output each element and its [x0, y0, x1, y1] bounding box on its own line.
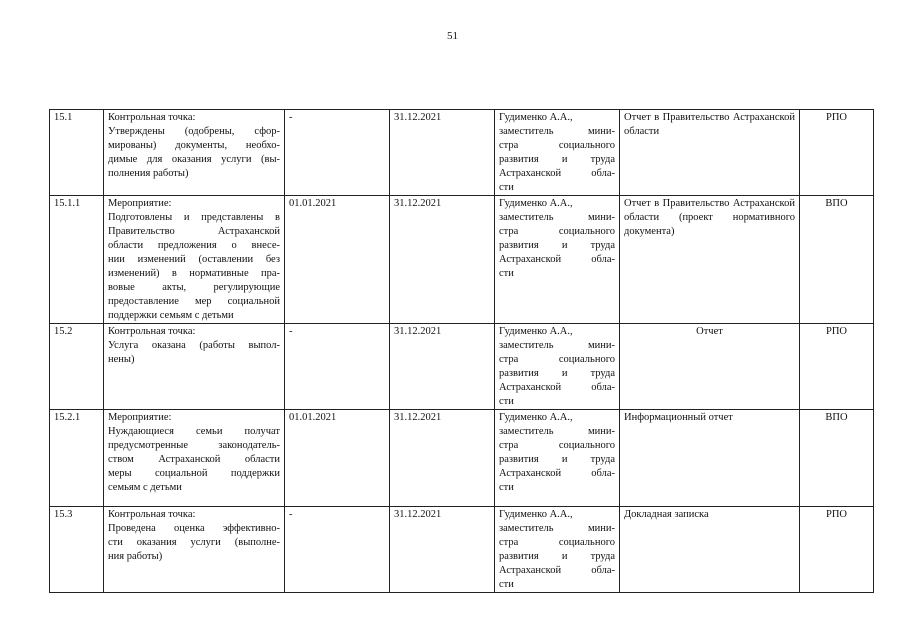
description-line: нены)	[108, 354, 135, 365]
row-start-date: 01.01.2021	[285, 196, 390, 324]
row-code: 15.1	[50, 110, 104, 196]
description-line: предусмотренные законодатель-	[108, 440, 280, 451]
description-line: ством Астраханской области	[108, 454, 280, 465]
responsible-line: развития и труда	[499, 154, 615, 165]
row-title: Контрольная точка:	[108, 112, 196, 123]
responsible-line: развития и труда	[499, 551, 615, 562]
responsible-line: Гудименко А.А.,	[499, 412, 573, 423]
row-description	[104, 110, 285, 196]
row-responsible	[495, 110, 620, 196]
row-level: РПО	[800, 507, 874, 593]
row-description	[104, 410, 285, 507]
responsible-line: заместитель мини-	[499, 340, 615, 351]
table-row	[50, 110, 874, 196]
responsible-line: Астраханской обла-	[499, 168, 615, 179]
description-line: Правительство Астраханской	[108, 226, 280, 237]
responsible-line: Астраханской обла-	[499, 254, 615, 265]
row-level: РПО	[800, 324, 874, 410]
row-result: Докладная записка	[620, 507, 800, 593]
description-line: вовые акты, регулирующие	[108, 282, 280, 293]
responsible-line: сти	[499, 268, 514, 279]
row-code: 15.3	[50, 507, 104, 593]
description-line: мированы) документы, необхо-	[108, 140, 280, 151]
row-start-date: -	[285, 324, 390, 410]
responsible-line: развития и труда	[499, 240, 615, 251]
responsible-line: стра социального	[499, 354, 615, 365]
row-description	[104, 196, 285, 324]
row-title: Контрольная точка:	[108, 509, 196, 520]
row-title: Мероприятие:	[108, 412, 172, 423]
page-number: 51	[447, 30, 458, 42]
row-result: Отчет	[620, 324, 800, 410]
description-line: Подготовлены и представлены в	[108, 212, 280, 223]
row-level: ВПО	[800, 196, 874, 324]
description-line: полнения работы)	[108, 168, 189, 179]
description-line: сти оказания услуги (выполне-	[108, 537, 280, 548]
row-end-date: 31.12.2021	[390, 196, 495, 324]
responsible-line: сти	[499, 396, 514, 407]
description-line: меры социальной поддержки	[108, 468, 280, 479]
table-row	[50, 507, 874, 593]
description-line: димые для оказания услуги (вы-	[108, 154, 280, 165]
description-line: семьям с детьми	[108, 482, 182, 493]
responsible-line: Астраханской обла-	[499, 468, 615, 479]
row-responsible	[495, 196, 620, 324]
responsible-line: развития и труда	[499, 454, 615, 465]
row-code: 15.2.1	[50, 410, 104, 507]
table-row	[50, 196, 874, 324]
description-line: предоставление мер социальной	[108, 296, 280, 307]
row-result: Отчет в Правительство Астраханской области (проект нормативного документа)	[620, 196, 800, 324]
responsible-line: стра социального	[499, 226, 615, 237]
responsible-line: стра социального	[499, 140, 615, 151]
responsible-line: развития и труда	[499, 368, 615, 379]
table-row	[50, 410, 874, 507]
responsible-line: стра социального	[499, 440, 615, 451]
description-line: ния работы)	[108, 551, 163, 562]
responsible-line: сти	[499, 579, 514, 590]
responsible-line: Астраханской обла-	[499, 565, 615, 576]
row-level: ВПО	[800, 410, 874, 507]
description-line: области предложения о внесе-	[108, 240, 280, 251]
description-line: Услуга оказана (работы выпол-	[108, 340, 280, 351]
plan-table	[49, 109, 874, 593]
row-end-date: 31.12.2021	[390, 110, 495, 196]
responsible-line: заместитель мини-	[499, 126, 615, 137]
row-title: Мероприятие:	[108, 198, 172, 209]
description-line: изменений) в нормативные пра-	[108, 268, 280, 279]
responsible-line: Гудименко А.А.,	[499, 509, 573, 520]
description-line: поддержки семьям с детьми	[108, 310, 234, 321]
row-responsible	[495, 324, 620, 410]
responsible-line: заместитель мини-	[499, 523, 615, 534]
responsible-line: Гудименко А.А.,	[499, 112, 573, 123]
row-start-date: -	[285, 507, 390, 593]
description-line: нии изменений (оставлении без	[108, 254, 280, 265]
responsible-line: сти	[499, 482, 514, 493]
row-level: РПО	[800, 110, 874, 196]
responsible-line: Гудименко А.А.,	[499, 198, 573, 209]
responsible-line: заместитель мини-	[499, 212, 615, 223]
responsible-line: сти	[499, 182, 514, 193]
description-line: Проведена оценка эффективно-	[108, 523, 280, 534]
row-code: 15.1.1	[50, 196, 104, 324]
row-start-date: 01.01.2021	[285, 410, 390, 507]
row-responsible	[495, 507, 620, 593]
responsible-line: Астраханской обла-	[499, 382, 615, 393]
responsible-line: Гудименко А.А.,	[499, 326, 573, 337]
row-description	[104, 324, 285, 410]
row-description	[104, 507, 285, 593]
responsible-line: стра социального	[499, 537, 615, 548]
description-line: Нуждающиеся семьи получат	[108, 426, 280, 437]
row-code: 15.2	[50, 324, 104, 410]
table-row	[50, 324, 874, 410]
row-responsible	[495, 410, 620, 507]
row-start-date: -	[285, 110, 390, 196]
row-title: Контрольная точка:	[108, 326, 196, 337]
responsible-line: заместитель мини-	[499, 426, 615, 437]
row-end-date: 31.12.2021	[390, 507, 495, 593]
row-end-date: 31.12.2021	[390, 324, 495, 410]
description-line: Утверждены (одобрены, сфор-	[108, 126, 280, 137]
row-result: Информационный отчет	[620, 410, 800, 507]
row-end-date: 31.12.2021	[390, 410, 495, 507]
row-result: Отчет в Правительство Астраханской области	[620, 110, 800, 196]
